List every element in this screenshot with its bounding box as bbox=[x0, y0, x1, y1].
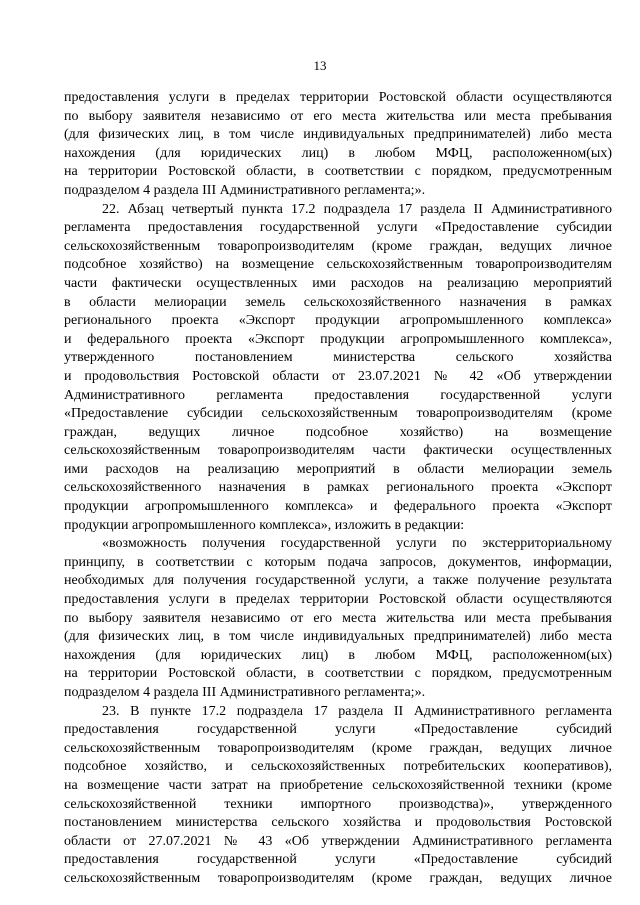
text-line: продукции агропромышленного комплекса», изложить в редакции: bbox=[64, 517, 465, 533]
text-line: сельскохозяйственного назначения в рамках регионального проекта «Экспорт bbox=[64, 480, 612, 496]
text-line: принципу, в соответствии с которым подача запросов, документов, информации, bbox=[64, 554, 612, 570]
text-line: на территории Ростовской области, в соответствии с порядком, предусмотренным bbox=[64, 666, 612, 682]
text-line: постановлением министерства сельского хозяйства и продовольствия Ростовской bbox=[64, 815, 612, 831]
text-line: нахождения (для юридических лиц) в любом МФЦ, расположенном(ых) bbox=[64, 647, 612, 663]
text-line: «возможность получения государственной услуги по экстерриториальному bbox=[102, 536, 612, 552]
text-line: необходимых для получения государственной услуги, а также получение результата bbox=[64, 573, 612, 589]
text-line: и федерального проекта «Экспорт продукции агропромышленного комплекса», bbox=[64, 331, 612, 347]
text-line: (для физических лиц, в том числе индивидуальных предпринимателей) либо места bbox=[64, 127, 612, 143]
text-line: сельскохозяйственным товаропроизводителям части фактически осуществленных bbox=[64, 443, 612, 459]
text-line: утвержденного постановлением министерства сельского хозяйства bbox=[64, 350, 612, 366]
text-line: «Предоставление субсидии сельскохозяйственным товаропроизводителям (кроме bbox=[64, 406, 612, 422]
text-line: регламента предоставления государственной услуги «Предоставление субсидии bbox=[64, 220, 612, 236]
text-line: подразделом 4 раздела III Административного регламента;». bbox=[64, 685, 426, 700]
text-line: на возмещение части затрат на приобретение сельскохозяйственной техники (кроме bbox=[64, 777, 612, 793]
text-line: 22. Абзац четвертый пункта 17.2 подраздела 17 раздела II Административного bbox=[102, 201, 612, 217]
text-line: подсобное хозяйство, и сельскохозяйственных потребительских кооперативов), bbox=[64, 759, 612, 775]
text-line: предоставления государственной услуги «Предоставление субсидий bbox=[64, 722, 612, 738]
text-line: по выбору заявителя независимо от его места жительства или места пребывания bbox=[64, 610, 612, 626]
text-line: сельскохозяйственным товаропроизводителям (кроме граждан, ведущих личное bbox=[64, 740, 612, 756]
text-line: граждан, ведущих личное подсобное хозяйство) на возмещение bbox=[64, 424, 612, 440]
text-line: ими расходов на реализацию мероприятий в области мелиорации земель bbox=[64, 461, 612, 477]
text-line: (для физических лиц, в том числе индивидуальных предпринимателей) либо места bbox=[64, 629, 612, 645]
page-number: 13 bbox=[313, 58, 327, 73]
text-line: части фактически осуществленных ими расходов на реализацию мероприятий bbox=[64, 275, 612, 291]
document-body-text bbox=[64, 89, 612, 889]
text-line: области от 27.07.2021 № 43 «Об утверждении Административного регламента bbox=[64, 833, 612, 849]
text-line: предоставления услуги в пределах территории Ростовской области осуществляются bbox=[64, 90, 612, 105]
text-line: продукции агропромышленного комплекса» и федерального проекта «Экспорт bbox=[64, 499, 612, 515]
text-line: Административного регламента предоставления государственной услуги bbox=[64, 387, 612, 403]
text-line: 23. В пункте 17.2 подраздела 17 раздела II Административного регламента bbox=[102, 703, 612, 719]
text-line: сельскохозяйственной техники импортного производства)», утвержденного bbox=[64, 796, 612, 812]
text-line: подсобное хозяйство) на возмещение сельскохозяйственным товаропроизводителям bbox=[64, 257, 612, 273]
text-line: предоставления государственной услуги «Предоставление субсидий bbox=[64, 852, 612, 868]
text-line: предоставления услуги в пределах территории Ростовской области осуществляются bbox=[64, 592, 612, 608]
text-line: сельскохозяйственным товаропроизводителям (кроме граждан, ведущих личное bbox=[64, 238, 612, 254]
text-line: подразделом 4 раздела III Административного регламента;». bbox=[64, 182, 426, 198]
text-line: сельскохозяйственным товаропроизводителям (кроме граждан, ведущих личное bbox=[64, 870, 612, 886]
text-line: регионального проекта «Экспорт продукции агропромышленного комплекса» bbox=[64, 313, 612, 329]
text-line: нахождения (для юридических лиц) в любом МФЦ, расположенном(ых) bbox=[64, 145, 612, 161]
text-line: на территории Ростовской области, в соответствии с порядком, предусмотренным bbox=[64, 164, 612, 180]
text-line: по выбору заявителя независимо от его места жительства или места пребывания bbox=[64, 108, 612, 124]
text-line: в области мелиорации земель сельскохозяйственного назначения в рамках bbox=[64, 294, 612, 310]
text-line: и продовольствия Ростовской области от 23.07.2021 № 42 «Об утверждении bbox=[64, 368, 612, 384]
